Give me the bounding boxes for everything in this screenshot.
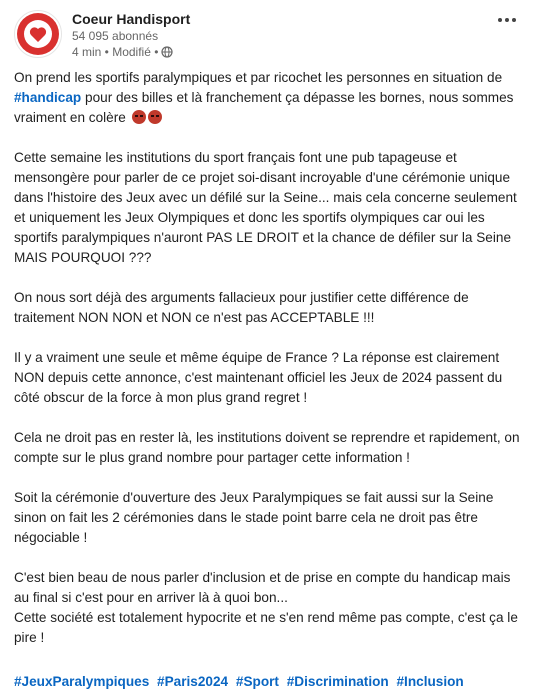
angry-face-icon bbox=[148, 110, 162, 124]
more-icon bbox=[497, 17, 517, 23]
paragraph-4: Il y a vraiment une seule et même équipe de France ? La réponse est clairement NON depuis cette annonce, c'est maintenant officiel les Jeux de 2024 passent du côté obscur de la force à mon plus grand regret ! bbox=[14, 350, 503, 405]
paragraph-1 bbox=[14, 68, 524, 128]
hashtag-link[interactable]: #Inclusion bbox=[396, 674, 464, 689]
avatar[interactable] bbox=[14, 10, 62, 58]
hashtag-link[interactable]: #Paris2024 bbox=[157, 674, 229, 689]
paragraph-5: Cela ne droit pas en rester là, les institutions doivent se reprendre et rapidement, on compte sur le plus grand nombre pour partager cette information ! bbox=[14, 430, 520, 465]
paragraph-2: Cette semaine les institutions du sport français font une pub tapageuse et mensongère pour parler de ce projet soi-disant incroyable d'une cérémonie unique dans l'histoire des Jeux avec un défilé sur la Seine... mais cela concerne seulement et uniquement les Jeux Olympiques et donc les sportifs olympiques car oui les sportifs paralympiques n'auront PAS LE DROIT et la chance de défiler sur la Seine MAIS POURQUOI ??? bbox=[14, 150, 517, 265]
paragraph-1-text-a: On prend les sportifs paralympiques et par ricochet les personnes en situation de bbox=[14, 70, 503, 85]
paragraph-1-text-b: pour des billes et là franchement ça dépasse les bornes, nous sommes vraiment en colère bbox=[14, 90, 514, 125]
paragraph-7-text-b: Cette société est totalement hypocrite et ne s'en rend même pas compte, c'est ça le pire ! bbox=[14, 610, 518, 645]
hashtag-list bbox=[14, 672, 468, 692]
follower-count: 54 095 abonnés bbox=[72, 29, 159, 43]
heart-logo-icon bbox=[15, 11, 61, 57]
paragraph-6: Soit la cérémonie d'ouverture des Jeux Paralympiques se fait aussi sur la Seine sinon on fait les 2 cérémonies dans le stade point barre cela ne droit pas être négociable ! bbox=[14, 490, 494, 545]
post-header bbox=[14, 8, 521, 64]
author-block bbox=[72, 10, 190, 60]
paragraph-7 bbox=[14, 568, 524, 648]
hashtag-link[interactable]: #JeuxParalympiques bbox=[14, 674, 150, 689]
hashtag-link[interactable]: #Discrimination bbox=[286, 674, 389, 689]
post-meta bbox=[72, 44, 190, 60]
paragraph-3: On nous sort déjà des arguments fallacieux pour justifier cette différence de traitement NON NON et NON ce n'est pas ACCEPTABLE !!! bbox=[14, 290, 469, 325]
post-meta-text: 4 min • Modifié • bbox=[72, 45, 159, 59]
post-body bbox=[14, 68, 524, 668]
paragraph-7-text-a: C'est bien beau de nous parler d'inclusion et de prise en compte du handicap mais au final si c'est pour en arriver là à quoi bon... bbox=[14, 570, 511, 605]
hashtag-link[interactable]: #Sport bbox=[235, 674, 279, 689]
hashtag-handicap[interactable]: #handicap bbox=[14, 90, 82, 105]
angry-face-icon bbox=[132, 110, 146, 124]
globe-icon bbox=[161, 46, 173, 58]
author-name[interactable]: Coeur Handisport bbox=[72, 11, 191, 27]
more-options-button[interactable] bbox=[493, 10, 521, 30]
